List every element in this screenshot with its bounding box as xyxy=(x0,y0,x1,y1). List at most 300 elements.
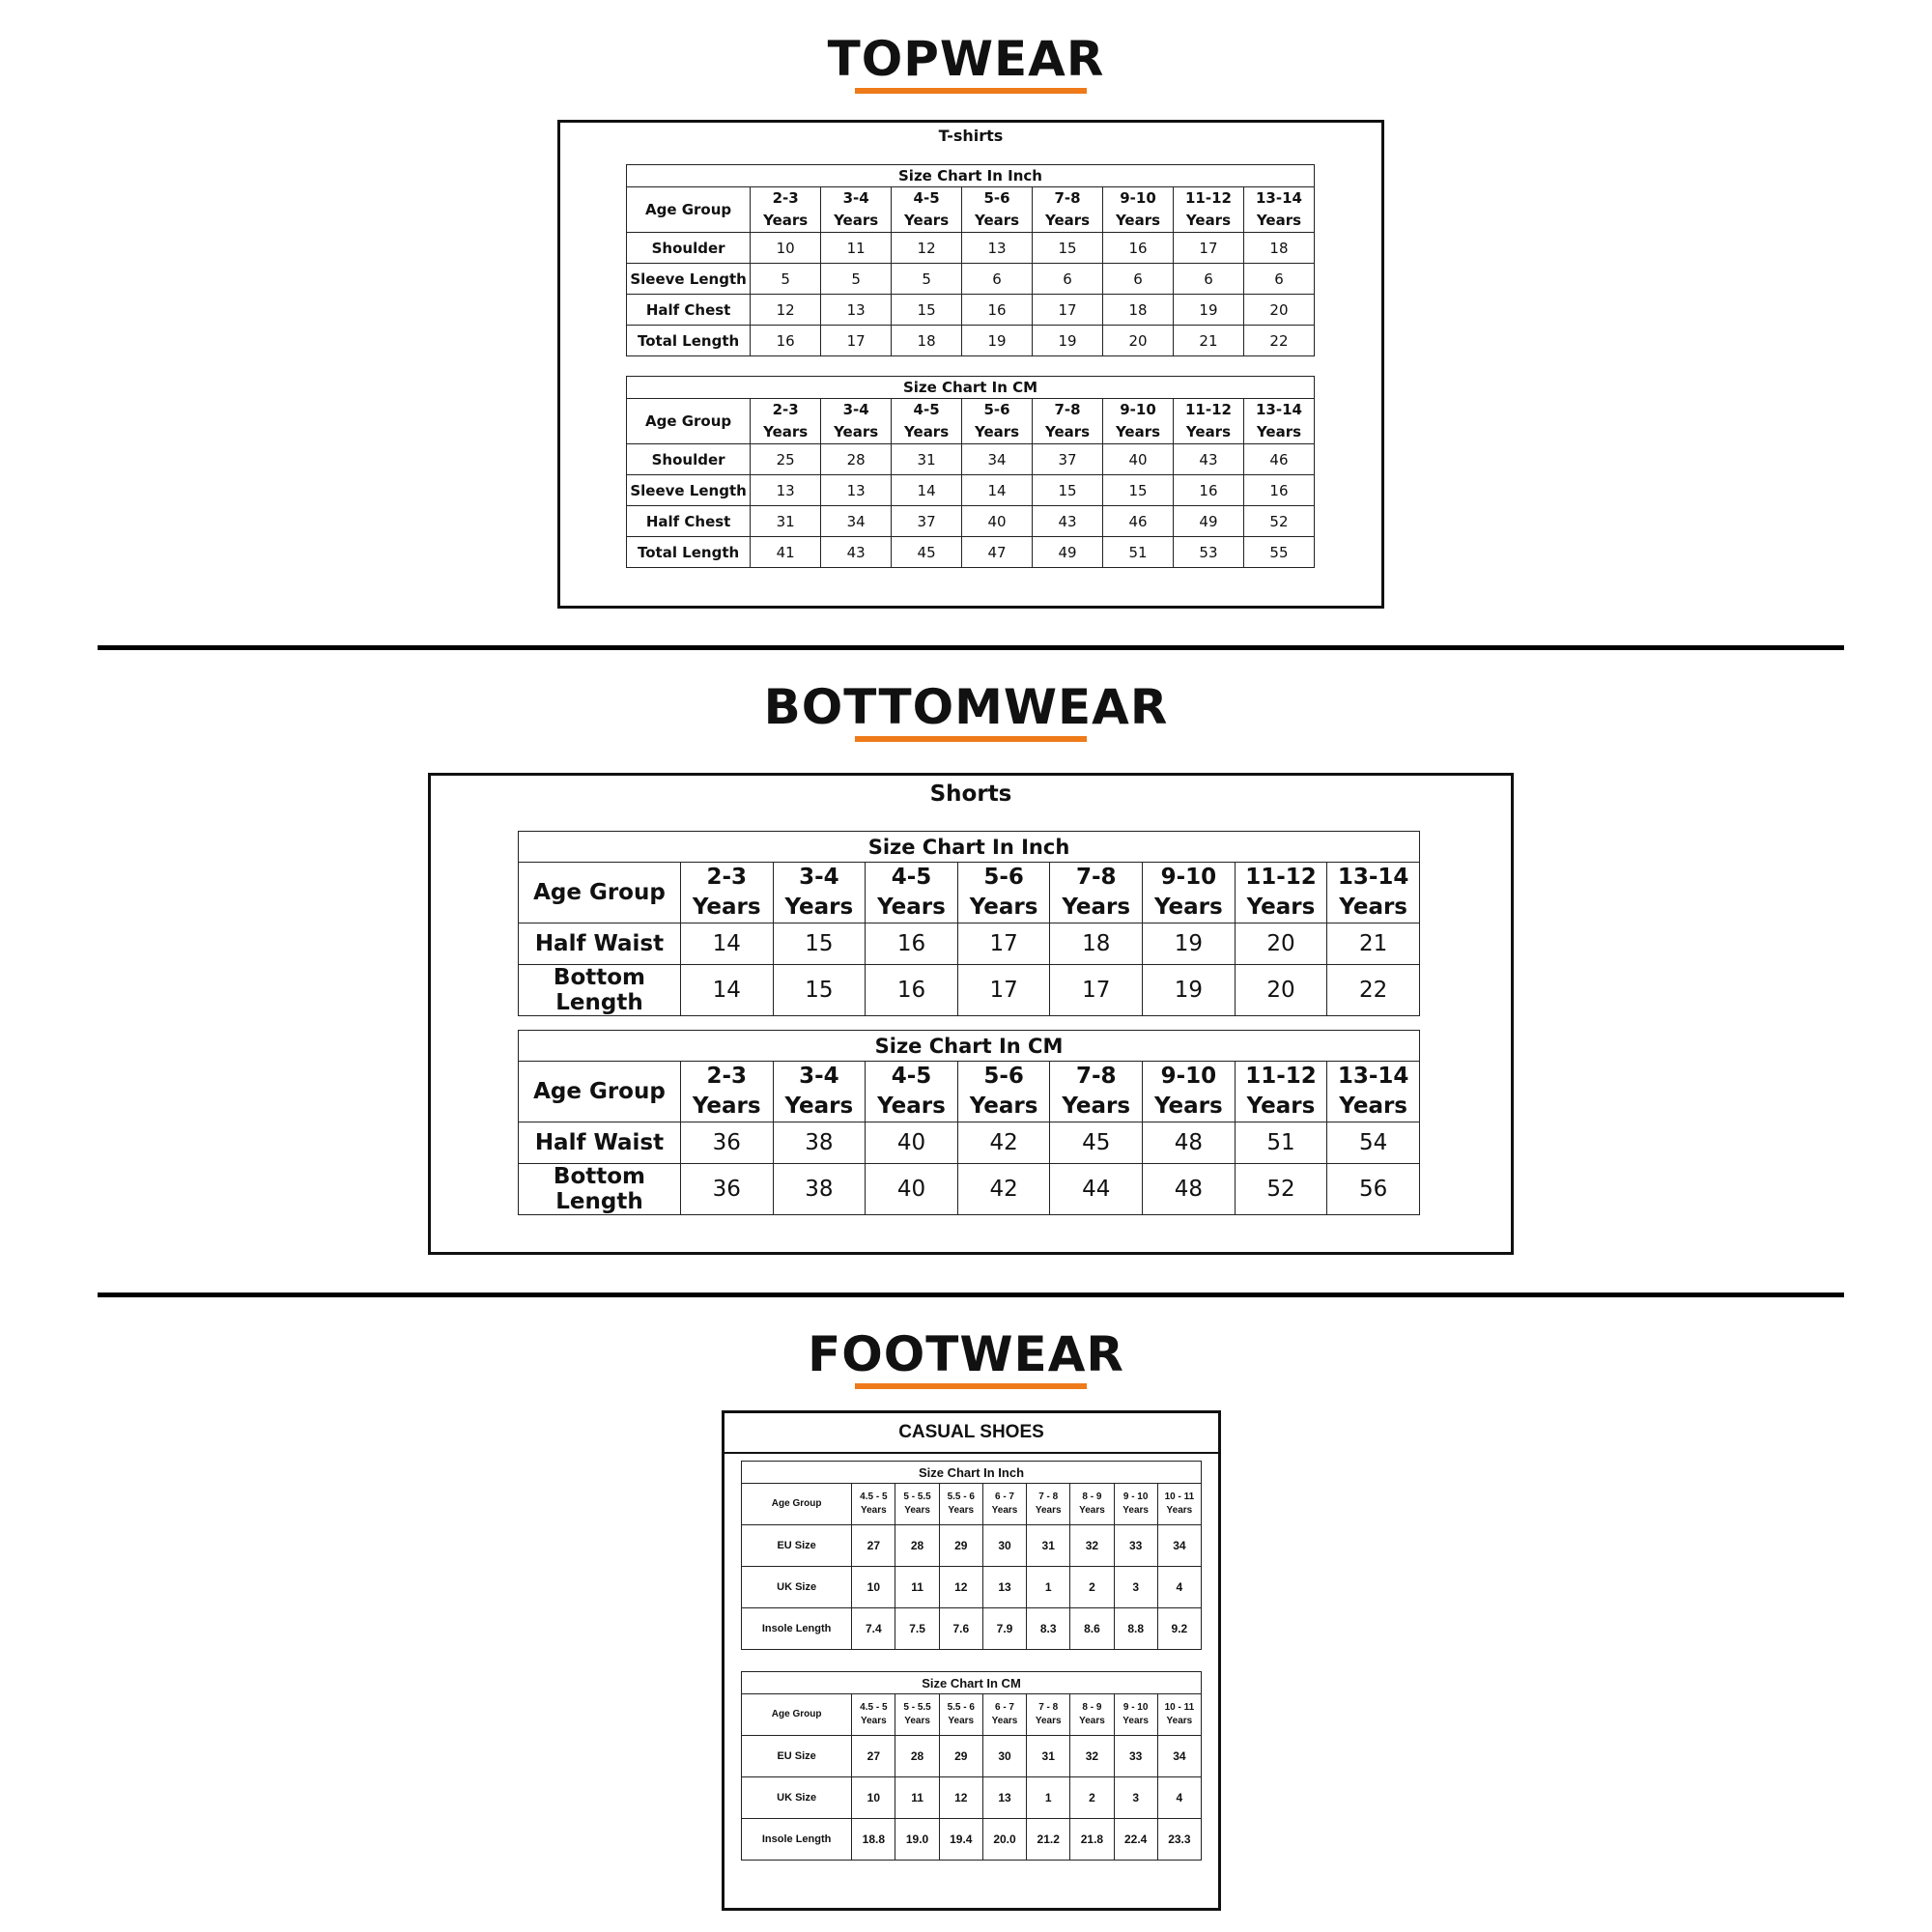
table-row xyxy=(627,264,1315,295)
age-header-cell xyxy=(962,399,1033,444)
value-cell: 16 xyxy=(1173,475,1243,506)
value-cell: 49 xyxy=(1173,506,1243,537)
topwear-heading: TOPWEAR xyxy=(827,31,1105,87)
value-cell: 14 xyxy=(892,475,962,506)
value-cell: 13 xyxy=(962,233,1033,264)
row-label: Shoulder xyxy=(627,233,751,264)
value-cell: 15 xyxy=(1103,475,1174,506)
age-header-cell xyxy=(957,1062,1050,1122)
age-header-line: 3-4 xyxy=(799,865,839,890)
bottomwear-heading-underline xyxy=(855,736,1087,742)
chart-caption: Size Chart In CM xyxy=(742,1672,1202,1694)
age-header-line: 8 - 9 xyxy=(1082,1702,1102,1713)
table-row xyxy=(742,1819,1202,1861)
age-header-cell xyxy=(892,399,962,444)
bottomwear-size-chart-inch xyxy=(518,831,1420,1016)
age-header-line: Years xyxy=(904,423,950,440)
table-row xyxy=(627,444,1315,475)
age-header-line: Years xyxy=(763,212,809,229)
age-header-line: Years xyxy=(1246,895,1316,920)
age-header-line: 9-10 xyxy=(1160,1064,1217,1089)
age-header-line: Years xyxy=(1256,423,1302,440)
age-header-line: Years xyxy=(1154,1094,1223,1119)
caption-row xyxy=(627,377,1315,399)
age-header-cell xyxy=(1033,187,1103,233)
age-header-cell xyxy=(773,863,866,923)
age-header-cell xyxy=(1070,1694,1114,1736)
age-header-cell xyxy=(1157,1484,1201,1525)
value-cell: 29 xyxy=(939,1525,982,1567)
value-cell: 19 xyxy=(962,326,1033,356)
value-cell: 42 xyxy=(957,1122,1050,1164)
age-header-line: 11-12 xyxy=(1245,1064,1317,1089)
value-cell: 16 xyxy=(1243,475,1314,506)
age-header-line: Years xyxy=(1246,1094,1316,1119)
age-header-cell xyxy=(1243,399,1314,444)
bottomwear-product-title: Shorts xyxy=(929,781,1012,807)
age-header-line: Years xyxy=(975,212,1020,229)
age-header-line: 8 - 9 xyxy=(1082,1492,1102,1502)
table-row xyxy=(742,1525,1202,1567)
age-header-line: Years xyxy=(991,1716,1018,1726)
age-header-cell xyxy=(1327,1062,1420,1122)
row-label: Insole Length xyxy=(742,1608,852,1650)
value-cell: 15 xyxy=(892,295,962,326)
topwear-size-chart-inch xyxy=(626,164,1315,356)
age-header-line: 5.5 - 6 xyxy=(947,1702,975,1713)
value-cell: 8.8 xyxy=(1114,1608,1157,1650)
value-cell: 34 xyxy=(821,506,892,537)
age-header-line: 4-5 xyxy=(913,401,940,418)
value-cell: 13 xyxy=(821,295,892,326)
value-cell: 18 xyxy=(1103,295,1174,326)
age-header-line: Years xyxy=(1115,423,1161,440)
age-header-line: Years xyxy=(1122,1505,1149,1516)
value-cell: 49 xyxy=(1033,537,1103,568)
age-header-line: 9 - 10 xyxy=(1122,1492,1149,1502)
value-cell: 16 xyxy=(866,965,958,1016)
age-header-line: Years xyxy=(948,1505,975,1516)
age-header-line: 4.5 - 5 xyxy=(860,1702,888,1713)
age-header-line: 4-5 xyxy=(891,1064,932,1089)
age-header-line: Years xyxy=(1062,1094,1131,1119)
age-header-line: 7 - 8 xyxy=(1038,1702,1059,1713)
row-label: Half Chest xyxy=(627,295,751,326)
age-header-line: 6 - 7 xyxy=(994,1492,1014,1502)
value-cell: 21.8 xyxy=(1070,1819,1114,1861)
value-cell: 17 xyxy=(1050,965,1143,1016)
age-header-line: 3-4 xyxy=(799,1064,839,1089)
value-cell: 33 xyxy=(1114,1736,1157,1777)
age-header-line: 9-10 xyxy=(1120,401,1156,418)
value-cell: 28 xyxy=(895,1736,939,1777)
age-header-line: 7-8 xyxy=(1075,865,1117,890)
age-header-line: Years xyxy=(1122,1716,1149,1726)
age-header-cell xyxy=(866,863,958,923)
value-cell: 20 xyxy=(1235,965,1327,1016)
age-header-cell xyxy=(939,1484,982,1525)
value-cell: 13 xyxy=(982,1777,1026,1819)
value-cell: 40 xyxy=(962,506,1033,537)
age-header-cell xyxy=(982,1694,1026,1736)
value-cell: 2 xyxy=(1070,1777,1114,1819)
value-cell: 22.4 xyxy=(1114,1819,1157,1861)
value-cell: 7.5 xyxy=(895,1608,939,1650)
value-cell: 25 xyxy=(751,444,821,475)
row-label: Shoulder xyxy=(627,444,751,475)
value-cell: 47 xyxy=(962,537,1033,568)
value-cell: 20.0 xyxy=(982,1819,1026,1861)
age-header-line: Years xyxy=(860,1505,887,1516)
age-header-line: Years xyxy=(1044,423,1091,440)
age-group-header: Age Group xyxy=(742,1484,852,1525)
value-cell: 13 xyxy=(982,1567,1026,1608)
header-row xyxy=(519,1062,1420,1122)
table-row xyxy=(742,1777,1202,1819)
age-header-line: Years xyxy=(1185,212,1232,229)
value-cell: 33 xyxy=(1114,1525,1157,1567)
value-cell: 21.2 xyxy=(1027,1819,1070,1861)
age-header-line: 10 - 11 xyxy=(1164,1492,1195,1502)
age-header-line: Years xyxy=(877,895,946,920)
value-cell: 1 xyxy=(1027,1567,1070,1608)
value-cell: 22 xyxy=(1327,965,1420,1016)
caption-row xyxy=(742,1462,1202,1484)
age-header-line: Years xyxy=(1062,895,1131,920)
value-cell: 16 xyxy=(751,326,821,356)
value-cell: 27 xyxy=(852,1525,895,1567)
value-cell: 37 xyxy=(892,506,962,537)
value-cell: 44 xyxy=(1050,1164,1143,1215)
age-header-line: 7-8 xyxy=(1054,401,1081,418)
topwear-heading-underline xyxy=(855,88,1087,94)
age-header-line: 2-3 xyxy=(772,401,799,418)
topwear-size-chart-cm xyxy=(626,376,1315,568)
value-cell: 5 xyxy=(892,264,962,295)
value-cell: 48 xyxy=(1143,1122,1236,1164)
age-header-line: 7-8 xyxy=(1075,1064,1117,1089)
age-header-line: 10 - 11 xyxy=(1164,1702,1195,1713)
value-cell: 36 xyxy=(680,1122,773,1164)
value-cell: 20 xyxy=(1235,923,1327,965)
value-cell: 5 xyxy=(751,264,821,295)
age-header-cell xyxy=(751,187,821,233)
value-cell: 17 xyxy=(957,965,1050,1016)
age-header-cell xyxy=(1070,1484,1114,1525)
value-cell: 41 xyxy=(751,537,821,568)
value-cell: 34 xyxy=(962,444,1033,475)
age-header-cell xyxy=(751,399,821,444)
row-label: Half Waist xyxy=(519,923,681,965)
topwear-product-title: T-shirts xyxy=(938,127,1004,145)
row-label: Half Waist xyxy=(519,1122,681,1164)
table-row xyxy=(627,537,1315,568)
value-cell: 43 xyxy=(1033,506,1103,537)
age-header-cell xyxy=(1173,399,1243,444)
value-cell: 43 xyxy=(821,537,892,568)
value-cell: 17 xyxy=(1173,233,1243,264)
age-group-header: Age Group xyxy=(627,399,751,444)
age-header-cell xyxy=(1235,863,1327,923)
value-cell: 54 xyxy=(1327,1122,1420,1164)
value-cell: 22 xyxy=(1243,326,1314,356)
age-header-line: 9-10 xyxy=(1160,865,1217,890)
chart-caption: Size Chart In Inch xyxy=(627,165,1315,187)
age-header-line: 4-5 xyxy=(913,189,940,207)
chart-caption: Size Chart In CM xyxy=(519,1031,1420,1062)
value-cell: 21 xyxy=(1327,923,1420,965)
age-header-cell xyxy=(957,863,1050,923)
chart-caption: Size Chart In Inch xyxy=(742,1462,1202,1484)
value-cell: 40 xyxy=(1103,444,1174,475)
value-cell: 7.6 xyxy=(939,1608,982,1650)
bottomwear-heading: BOTTOMWEAR xyxy=(763,679,1169,735)
age-header-line: Years xyxy=(763,423,809,440)
value-cell: 6 xyxy=(962,264,1033,295)
value-cell: 43 xyxy=(1173,444,1243,475)
value-cell: 45 xyxy=(892,537,962,568)
table-row xyxy=(627,506,1315,537)
value-cell: 11 xyxy=(821,233,892,264)
table-row xyxy=(627,295,1315,326)
value-cell: 16 xyxy=(866,923,958,965)
value-cell: 19 xyxy=(1143,965,1236,1016)
value-cell: 55 xyxy=(1243,537,1314,568)
value-cell: 1 xyxy=(1027,1777,1070,1819)
value-cell: 18 xyxy=(892,326,962,356)
age-header-line: Years xyxy=(1166,1505,1193,1516)
value-cell: 19.0 xyxy=(895,1819,939,1861)
caption-row xyxy=(742,1672,1202,1694)
age-header-line: Years xyxy=(1339,1094,1407,1119)
value-cell: 38 xyxy=(773,1164,866,1215)
age-header-cell xyxy=(1143,1062,1236,1122)
age-header-cell xyxy=(852,1694,895,1736)
age-header-cell xyxy=(680,1062,773,1122)
section-divider-2 xyxy=(98,1293,1844,1297)
value-cell: 15 xyxy=(773,923,866,965)
value-cell: 46 xyxy=(1103,506,1174,537)
value-cell: 5 xyxy=(821,264,892,295)
value-cell: 34 xyxy=(1157,1525,1201,1567)
age-header-cell xyxy=(1103,399,1174,444)
age-header-cell xyxy=(1114,1694,1157,1736)
age-header-line: Years xyxy=(1035,1716,1062,1726)
header-row xyxy=(627,187,1315,233)
value-cell: 30 xyxy=(982,1736,1026,1777)
value-cell: 4 xyxy=(1157,1567,1201,1608)
footwear-title-bar xyxy=(724,1413,1218,1454)
value-cell: 18 xyxy=(1050,923,1143,965)
value-cell: 12 xyxy=(939,1567,982,1608)
age-header-line: 2-3 xyxy=(772,189,799,207)
age-header-line: Years xyxy=(904,1505,930,1516)
value-cell: 3 xyxy=(1114,1777,1157,1819)
value-cell: 34 xyxy=(1157,1736,1201,1777)
age-header-line: 3-4 xyxy=(842,189,869,207)
value-cell: 38 xyxy=(773,1122,866,1164)
age-header-line: Years xyxy=(1079,1505,1105,1516)
age-header-cell xyxy=(1050,863,1143,923)
value-cell: 28 xyxy=(895,1525,939,1567)
value-cell: 10 xyxy=(852,1777,895,1819)
age-header-line: 2-3 xyxy=(706,1064,748,1089)
table-row xyxy=(627,233,1315,264)
age-header-line: Years xyxy=(948,1716,975,1726)
age-header-line: 13-14 xyxy=(1337,1064,1409,1089)
row-label: UK Size xyxy=(742,1777,852,1819)
value-cell: 56 xyxy=(1327,1164,1420,1215)
age-header-cell xyxy=(1235,1062,1327,1122)
age-header-line: Years xyxy=(692,895,761,920)
table-row xyxy=(627,475,1315,506)
age-header-line: 11-12 xyxy=(1184,189,1232,207)
age-header-cell xyxy=(939,1694,982,1736)
value-cell: 12 xyxy=(939,1777,982,1819)
age-header-line: 9 - 10 xyxy=(1122,1702,1149,1713)
value-cell: 17 xyxy=(821,326,892,356)
value-cell: 11 xyxy=(895,1777,939,1819)
value-cell: 51 xyxy=(1235,1122,1327,1164)
value-cell: 52 xyxy=(1235,1164,1327,1215)
age-header-cell xyxy=(680,863,773,923)
value-cell: 13 xyxy=(751,475,821,506)
value-cell: 7.9 xyxy=(982,1608,1026,1650)
footwear-product-title: CASUAL SHOES xyxy=(898,1422,1044,1442)
footwear-size-chart-inch xyxy=(741,1461,1202,1650)
age-header-line: Years xyxy=(969,1094,1038,1119)
age-header-line: 5 - 5.5 xyxy=(903,1702,931,1713)
value-cell: 17 xyxy=(1033,295,1103,326)
value-cell: 8.6 xyxy=(1070,1608,1114,1650)
age-header-cell xyxy=(1114,1484,1157,1525)
age-header-line: 7-8 xyxy=(1054,189,1081,207)
value-cell: 6 xyxy=(1103,264,1174,295)
age-header-line: Years xyxy=(1339,895,1407,920)
value-cell: 6 xyxy=(1173,264,1243,295)
age-header-cell xyxy=(982,1484,1026,1525)
footwear-size-chart-cm xyxy=(741,1671,1202,1861)
value-cell: 20 xyxy=(1243,295,1314,326)
age-header-cell xyxy=(1050,1062,1143,1122)
value-cell: 46 xyxy=(1243,444,1314,475)
age-header-line: 7 - 8 xyxy=(1038,1492,1059,1502)
value-cell: 48 xyxy=(1143,1164,1236,1215)
value-cell: 9.2 xyxy=(1157,1608,1201,1650)
header-row xyxy=(742,1694,1202,1736)
age-header-line: 4.5 - 5 xyxy=(860,1492,888,1502)
caption-row xyxy=(519,832,1420,863)
value-cell: 32 xyxy=(1070,1736,1114,1777)
value-cell: 27 xyxy=(852,1736,895,1777)
value-cell: 15 xyxy=(773,965,866,1016)
age-header-line: Years xyxy=(1035,1505,1062,1516)
value-cell: 18.8 xyxy=(852,1819,895,1861)
row-label: Half Chest xyxy=(627,506,751,537)
age-header-cell xyxy=(1027,1484,1070,1525)
value-cell: 30 xyxy=(982,1525,1026,1567)
value-cell: 53 xyxy=(1173,537,1243,568)
age-header-cell xyxy=(821,399,892,444)
value-cell: 32 xyxy=(1070,1525,1114,1567)
age-header-cell xyxy=(1327,863,1420,923)
age-header-line: 5 - 5.5 xyxy=(903,1492,931,1502)
table-row xyxy=(519,1122,1420,1164)
value-cell: 31 xyxy=(1027,1525,1070,1567)
age-header-cell xyxy=(1173,187,1243,233)
value-cell: 11 xyxy=(895,1567,939,1608)
value-cell: 16 xyxy=(962,295,1033,326)
caption-row xyxy=(519,1031,1420,1062)
table-row xyxy=(742,1608,1202,1650)
age-header-line: Years xyxy=(904,212,950,229)
age-header-line: Years xyxy=(834,212,879,229)
value-cell: 7.4 xyxy=(852,1608,895,1650)
value-cell: 42 xyxy=(957,1164,1050,1215)
row-label: UK Size xyxy=(742,1567,852,1608)
row-label: Insole Length xyxy=(742,1819,852,1861)
age-header-line: 4-5 xyxy=(891,865,932,890)
age-header-line: Years xyxy=(1115,212,1161,229)
value-cell: 37 xyxy=(1033,444,1103,475)
value-cell: 19.4 xyxy=(939,1819,982,1861)
age-header-line: Years xyxy=(904,1716,930,1726)
value-cell: 10 xyxy=(751,233,821,264)
value-cell: 21 xyxy=(1173,326,1243,356)
value-cell: 51 xyxy=(1103,537,1174,568)
age-header-line: Years xyxy=(1044,212,1091,229)
age-header-line: 6 - 7 xyxy=(994,1702,1014,1713)
age-header-cell xyxy=(866,1062,958,1122)
value-cell: 14 xyxy=(962,475,1033,506)
value-cell: 29 xyxy=(939,1736,982,1777)
footwear-heading: FOOTWEAR xyxy=(808,1326,1124,1382)
age-header-line: Years xyxy=(991,1505,1018,1516)
row-label: Sleeve Length xyxy=(627,264,751,295)
value-cell: 19 xyxy=(1173,295,1243,326)
value-cell: 12 xyxy=(751,295,821,326)
age-header-cell xyxy=(895,1694,939,1736)
age-header-line: Years xyxy=(784,895,854,920)
value-cell: 19 xyxy=(1143,923,1236,965)
age-group-header: Age Group xyxy=(519,863,681,923)
table-row xyxy=(519,923,1420,965)
caption-row xyxy=(627,165,1315,187)
value-cell: 45 xyxy=(1050,1122,1143,1164)
value-cell: 31 xyxy=(751,506,821,537)
age-header-line: Years xyxy=(975,423,1020,440)
value-cell: 3 xyxy=(1114,1567,1157,1608)
age-header-line: Years xyxy=(1166,1716,1193,1726)
age-header-line: Years xyxy=(692,1094,761,1119)
value-cell: 19 xyxy=(1033,326,1103,356)
value-cell: 17 xyxy=(957,923,1050,965)
age-header-line: 9-10 xyxy=(1120,189,1156,207)
age-group-header: Age Group xyxy=(742,1694,852,1736)
row-label: Bottom Length xyxy=(519,1164,681,1215)
value-cell: 10 xyxy=(852,1567,895,1608)
value-cell: 18 xyxy=(1243,233,1314,264)
chart-caption: Size Chart In Inch xyxy=(519,832,1420,863)
value-cell: 12 xyxy=(892,233,962,264)
table-row xyxy=(742,1736,1202,1777)
age-header-line: Years xyxy=(860,1716,887,1726)
table-row xyxy=(519,965,1420,1016)
bottomwear-size-chart-cm xyxy=(518,1030,1420,1215)
value-cell: 13 xyxy=(821,475,892,506)
table-row xyxy=(519,1164,1420,1215)
value-cell: 40 xyxy=(866,1164,958,1215)
